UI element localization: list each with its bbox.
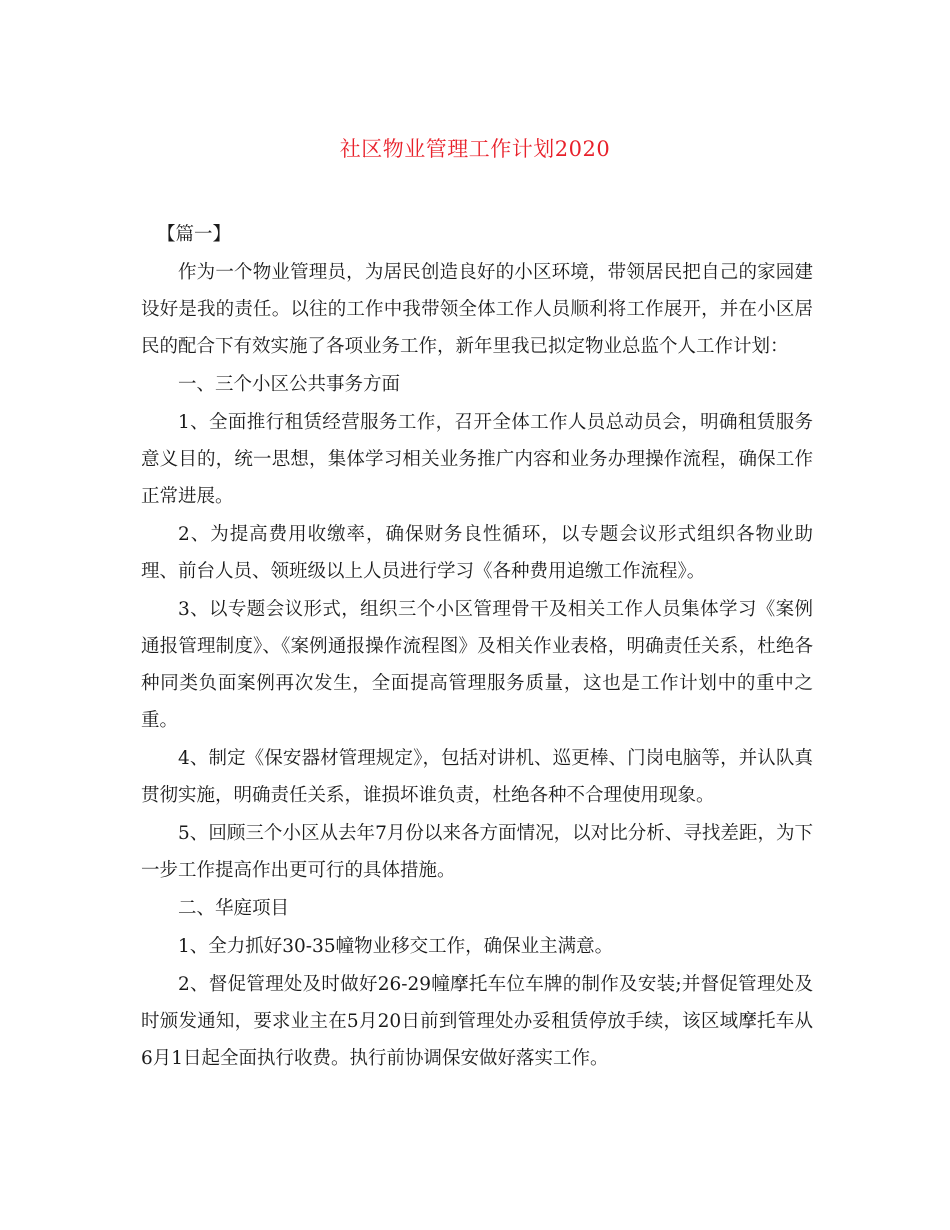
intro-paragraph: 作为一个物业管理员，为居民创造良好的小区环境，带领居民把自己的家园建设好是我的责任。以往的工作中我带领全体工作人员顺利将工作展开，并在小区居民的配合下有效实施了各项业务工作，新年里我已拟定物业总监个人工作计划： — [141, 262, 813, 357]
list-item: 2、督促管理处及时做好26-29幢摩托车位车牌的制作及安装;并督促管理处及时颁发通知，要求业主在5月20日前到管理处办妥租赁停放手续，该区域摩托车从6月1日起全面执行收费。执行前协调保安做好落实工作。 — [141, 974, 813, 1069]
section-heading: 二、华庭项目 — [178, 898, 290, 919]
list-item: 1、全面推行租赁经营服务工作，召开全体工作人员总动员会，明确租赁服务意义目的，统一思想，集体学习相关业务推广内容和业务办理操作流程，确保工作正常进展。 — [141, 412, 813, 507]
list-item: 3、以专题会议形式，组织三个小区管理骨干及相关工作人员集体学习《案例通报管理制度》、《案例通报操作流程图》及相关作业表格，明确责任关系，杜绝各种同类负面案例再次发生，全面提高管理服务质量，这也是工作计划中的重中之重。 — [141, 599, 813, 731]
list-item: 2、为提高费用收缴率，确保财务良性循环，以专题会议形式组织各物业助理、前台人员、领班级以上人员进行学习《各种费用追缴工作流程》。 — [141, 524, 813, 582]
document-body — [141, 216, 813, 1078]
list-item: 5、回顾三个小区从去年7月份以来各方面情况，以对比分析、寻找差距，为下一步工作提高作出更可行的具体措施。 — [141, 823, 813, 881]
section-heading: 一、三个小区公共事务方面 — [178, 374, 401, 395]
list-item: 4、制定《保安器材管理规定》，包括对讲机、巡更棒、门岗电脑等，并认队真贯彻实施，明确责任关系，谁损坏谁负责，杜绝各种不合理使用现象。 — [141, 748, 813, 806]
list-item: 1、全力抓好30-35幢物业移交工作，确保业主满意。 — [178, 936, 614, 957]
document-title: 社区物业管理工作计划2020 — [339, 137, 611, 161]
section-tag: 【篇一】 — [157, 224, 232, 245]
